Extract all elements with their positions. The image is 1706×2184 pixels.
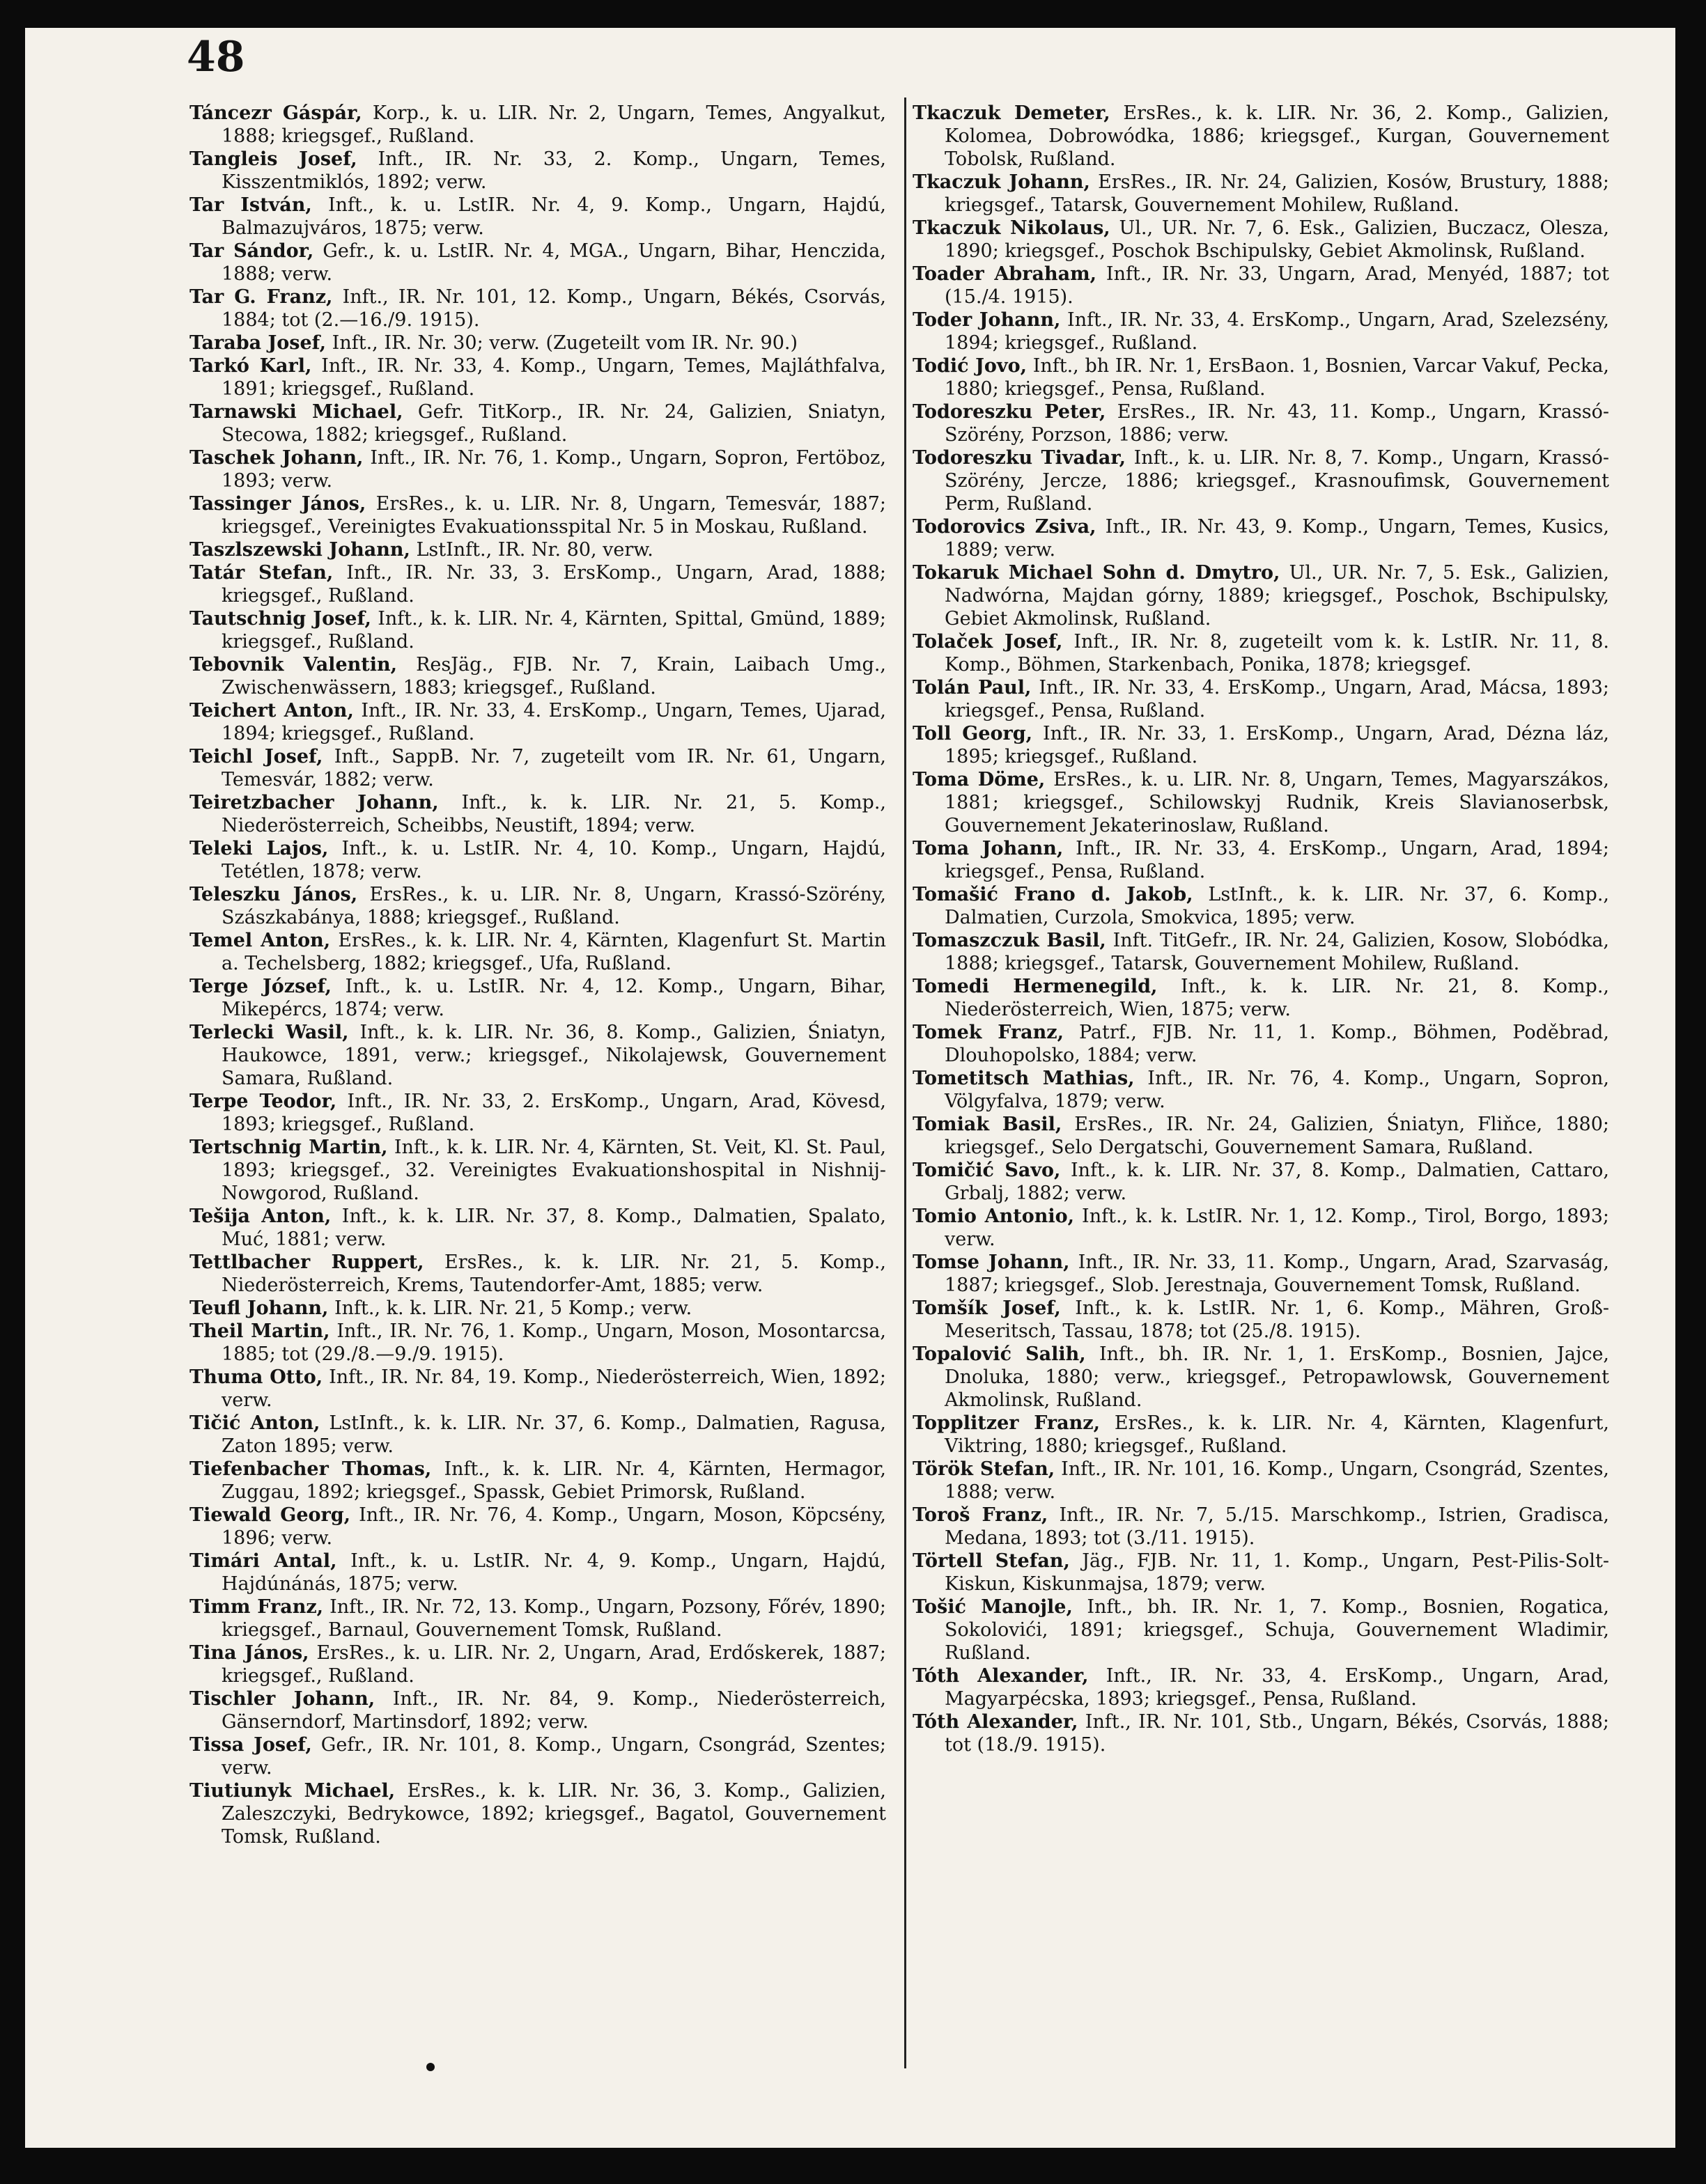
- entry-details: Inft., k. u. LstIR. Nr. 4, 10. Komp., Ungarn, Hajdú, Tetétlen, 1878; verw.: [222, 838, 886, 882]
- entry-details: ErsRes., IR. Nr. 24, Galizien, Kosów, Brustury, 1888; kriegsgef., Tatarsk, Gouvernement Mohilew, Rußland.: [945, 171, 1610, 216]
- entry-name: Tatár Stefan,: [189, 562, 334, 584]
- column-divider: [904, 98, 906, 2068]
- entry-name: Theil Martin,: [189, 1320, 330, 1342]
- list-item: [913, 837, 1609, 883]
- list-item: [913, 1343, 1609, 1412]
- entry-details: Patrf., FJB. Nr. 11, 1. Komp., Böhmen, Poděbrad, Dlouhopolsko, 1884; verw.: [945, 1022, 1610, 1066]
- list-item: [189, 1412, 886, 1458]
- entry-details: ErsRes., k. u. LIR. Nr. 2, Ungarn, Arad, Erdőskerek, 1887; kriegsgef., Rußland.: [222, 1642, 886, 1687]
- entry-details: Inft., k. k. LIR. Nr. 37, 8. Komp., Dalmatien, Cattaro, Grbalj, 1882; verw.: [945, 1160, 1609, 1204]
- list-item: [189, 883, 886, 929]
- ink-dot: [426, 2063, 435, 2071]
- entry-details: Inft., IR. Nr. 33, 2. ErsKomp., Ungarn, Arad, Kövesd, 1893; kriegsgef., Rußland.: [222, 1091, 886, 1135]
- list-item: [913, 1412, 1609, 1458]
- entry-details: ErsRes., k. u. LIR. Nr. 8, Ungarn, Temesvár, 1887; kriegsgef., Vereinigtes Evakuationsspital Nr. 5 in Moskau, Rußland.: [222, 493, 887, 538]
- entry-details: Inft., IR. Nr. 72, 13. Komp., Ungarn, Pozsony, Főrév, 1890; kriegsgef., Barnaul, Gouvernement Tomsk, Rußland.: [222, 1596, 886, 1641]
- entry-name: Tassinger János,: [189, 493, 366, 515]
- entry-name: Toll Georg,: [913, 723, 1033, 744]
- entry-details: ErsRes., k. k. LIR. Nr. 21, 5. Komp., Niederösterreich, Krems, Tautendorfer-Amt, 1885; verw.: [222, 1251, 886, 1296]
- entry-name: Tiewald Georg,: [189, 1504, 351, 1526]
- list-item: [189, 400, 886, 446]
- list-item: [189, 1136, 886, 1205]
- entry-details: Inft., IR. Nr. 33, 4. ErsKomp., Ungarn, Arad, Mácsa, 1893; kriegsgef., Pensa, Rußland.: [945, 677, 1609, 722]
- entry-name: Teufl Johann,: [189, 1297, 329, 1319]
- entry-name: Teleki Lajos,: [189, 838, 329, 859]
- entry-details: LstInft., IR. Nr. 80, verw.: [410, 539, 653, 561]
- entry-details: Inft., IR. Nr. 33, 11. Komp., Ungarn, Arad, Szarvaság, 1887; kriegsgef., Slob. Jerestnaja, Gouvernement Tomsk, Rußland.: [945, 1251, 1609, 1296]
- entry-details: Inft., IR. Nr. 33, 2. Komp., Ungarn, Temes, Kisszentmiklós, 1892; verw.: [222, 148, 886, 193]
- list-item: [913, 515, 1609, 561]
- entry-name: Todoreszku Tivadar,: [913, 447, 1126, 469]
- list-item: [913, 1550, 1609, 1596]
- entry-details: Gefr., IR. Nr. 101, 8. Komp., Ungarn, Csongrád, Szentes; verw.: [222, 1734, 886, 1779]
- entry-details: Inft., k. k. LIR. Nr. 37, 8. Komp., Dalmatien, Spalato, Muć, 1881; verw.: [222, 1206, 886, 1250]
- scan-border-bottom: [0, 2148, 1706, 2184]
- list-item: [189, 240, 886, 286]
- entry-name: Tošić Manojle,: [913, 1596, 1073, 1618]
- entry-details: Inft., k. k. LIR. Nr. 21, 5 Komp.; verw.: [328, 1297, 692, 1319]
- entry-details: Inft., IR. Nr. 84, 19. Komp., Niederösterreich, Wien, 1892; verw.: [222, 1366, 887, 1411]
- list-item: [913, 1021, 1609, 1067]
- entry-name: Tkaczuk Nikolaus,: [913, 217, 1110, 239]
- entry-name: Teiretzbacher Johann,: [189, 792, 439, 813]
- entry-name: Tomšík Josef,: [913, 1297, 1061, 1319]
- list-item: [913, 1458, 1609, 1504]
- entry-details: Inft., IR. Nr. 33, 4. ErsKomp., Ungarn, Arad, Magyarpécska, 1893; kriegsgef., Pensa, Rußland.: [945, 1665, 1609, 1710]
- entry-name: Terpe Teodor,: [189, 1091, 337, 1112]
- entry-details: Inft., k. u. LstIR. Nr. 4, 9. Komp., Ungarn, Hajdú, Balmazujváros, 1875; verw.: [222, 194, 886, 239]
- entry-name: Tóth Alexander,: [913, 1711, 1078, 1733]
- list-item: [189, 1504, 886, 1550]
- entry-details: Inft., IR. Nr. 33, 4. ErsKomp., Ungarn, Temes, Ujarad, 1894; kriegsgef., Rußland.: [222, 700, 886, 744]
- entry-details: Inft., IR. Nr. 33, 3. ErsKomp., Ungarn, Arad, 1888; kriegsgef., Rußland.: [222, 562, 886, 607]
- entry-details: Inft., IR. Nr. 76, 1. Komp., Ungarn, Sopron, Fertöboz, 1893; verw.: [222, 447, 886, 492]
- list-item: [189, 653, 886, 699]
- entry-details: Inft., IR. Nr. 84, 9. Komp., Niederösterreich, Gänserndorf, Martinsdorf, 1892; verw.: [222, 1688, 887, 1733]
- entry-name: Tkaczuk Demeter,: [913, 102, 1110, 124]
- entry-details: Inft., k. k. LIR. Nr. 21, 8. Komp., Niederösterreich, Wien, 1875; verw.: [945, 976, 1609, 1020]
- entry-details: Inft. TitGefr., IR. Nr. 24, Galizien, Kosow, Slobódka, 1888; kriegsgef., Tatarsk, Gouvernement Mohilew, Rußland.: [945, 930, 1609, 974]
- left-column: [189, 102, 886, 1848]
- list-item: [913, 1113, 1609, 1159]
- list-item: [913, 676, 1609, 722]
- entry-name: Tolaček Josef,: [913, 631, 1063, 653]
- entry-name: Tiefenbacher Thomas,: [189, 1458, 432, 1480]
- list-item: [913, 768, 1609, 837]
- right-column: [913, 102, 1609, 1756]
- list-item: [189, 607, 886, 653]
- entry-name: Topplitzer Franz,: [913, 1412, 1100, 1434]
- list-item: [913, 1664, 1609, 1710]
- list-item: [913, 1504, 1609, 1550]
- entry-details: Gefr. TitKorp., IR. Nr. 24, Galizien, Sniatyn, Stecowa, 1882; kriegsgef., Rußland.: [222, 401, 886, 446]
- entry-details: ErsRes., IR. Nr. 43, 11. Komp., Ungarn, Krassó-Szörény, Porzson, 1886; verw.: [945, 401, 1609, 446]
- list-item: [913, 217, 1609, 263]
- entry-details: ErsRes., k. k. LIR. Nr. 4, Kärnten, Klagenfurt, Viktring, 1880; kriegsgef., Rußland.: [945, 1412, 1609, 1457]
- list-item: [189, 1779, 886, 1848]
- entry-name: Timm Franz,: [189, 1596, 324, 1618]
- entry-details: Inft., k. k. LIR. Nr. 21, 5. Komp., Niederösterreich, Scheibbs, Neustift, 1894; verw.: [222, 792, 886, 836]
- entry-details: Inft., k. k. LIR. Nr. 4, Kärnten, Hermagor, Zuggau, 1892; kriegsgef., Spassk, Gebiet Primorsk, Rußland.: [222, 1458, 886, 1503]
- list-item: [189, 1550, 886, 1596]
- entry-details: Inft., bh IR. Nr. 1, ErsBaon. 1, Bosnien, Varcar Vakuf, Pecka, 1880; kriegsgef., Pensa, Rußland.: [945, 355, 1609, 400]
- entry-details: Inft., IR. Nr. 33, 4. Komp., Ungarn, Temes, Majláthfalva, 1891; kriegsgef., Rußland.: [222, 355, 887, 400]
- entry-name: Tarnawski Michael,: [189, 401, 403, 423]
- entry-details: Inft., k. u. LstIR. Nr. 4, 12. Komp., Ungarn, Bihar, Mikepércs, 1874; verw.: [222, 976, 886, 1020]
- entry-name: Tissa Josef,: [189, 1734, 312, 1756]
- entry-name: Todić Jovo,: [913, 355, 1027, 377]
- scan-border-left: [0, 0, 25, 2184]
- entry-details: LstInft., k. k. LIR. Nr. 37, 6. Komp., Dalmatien, Ragusa, Zaton 1895; verw.: [222, 1412, 886, 1457]
- list-item: [189, 492, 886, 538]
- list-item: [189, 699, 886, 745]
- list-item: [189, 1251, 886, 1297]
- entry-name: Tomašić Frano d. Jakob,: [913, 884, 1193, 905]
- list-item: [913, 354, 1609, 400]
- list-item: [189, 354, 886, 400]
- list-item: [189, 837, 886, 883]
- entry-name: Taszlszewski Johann,: [189, 539, 410, 561]
- list-item: [189, 975, 886, 1021]
- entry-details: Inft., IR. Nr. 8, zugeteilt vom k. k. LstIR. Nr. 11, 8. Komp., Böhmen, Starkenbach, Ponika, 1878; kriegsgef.: [945, 631, 1609, 676]
- entry-name: Teleszku János,: [189, 884, 358, 905]
- list-item: [189, 332, 886, 354]
- entry-name: Tóth Alexander,: [913, 1665, 1089, 1687]
- entry-name: Tomek Franz,: [913, 1022, 1064, 1043]
- list-item: [189, 446, 886, 492]
- list-item: [189, 194, 886, 240]
- list-item: [913, 561, 1609, 630]
- entry-details: Inft., IR. Nr. 76, 1. Komp., Ungarn, Moson, Mosontarcsa, 1885; tot (29./8.—9./9. 1915).: [222, 1320, 886, 1365]
- list-item: [189, 1733, 886, 1779]
- list-item: [913, 1596, 1609, 1664]
- entry-name: Temel Anton,: [189, 930, 331, 951]
- entry-name: Tešija Anton,: [189, 1206, 332, 1227]
- list-item: [189, 1320, 886, 1366]
- entry-name: Topalović Salih,: [913, 1343, 1086, 1365]
- entry-name: Tičić Anton,: [189, 1412, 320, 1434]
- list-item: [913, 446, 1609, 515]
- entry-name: Törtell Stefan,: [913, 1550, 1070, 1572]
- entry-details: Inft., SappB. Nr. 7, zugeteilt vom IR. Nr. 61, Ungarn, Temesvár, 1882; verw.: [222, 746, 886, 790]
- entry-details: ResJäg., FJB. Nr. 7, Krain, Laibach Umg., Zwischenwässern, 1883; kriegsgef., Rußland.: [222, 654, 886, 699]
- entry-name: Tina János,: [189, 1642, 309, 1664]
- entry-details: Ul., UR. Nr. 7, 5. Esk., Galizien, Nadwórna, Majdan górny, 1889; kriegsgef., Poschok, Bschipulsky, Gebiet Akmolinsk, Rußland.: [945, 562, 1609, 630]
- list-item: [189, 1641, 886, 1687]
- entry-name: Török Stefan,: [913, 1458, 1055, 1480]
- entry-name: Tebovnik Valentin,: [189, 654, 398, 676]
- entry-name: Toma Johann,: [913, 838, 1064, 859]
- entry-details: ErsRes., k. u. LIR. Nr. 8, Ungarn, Krassó-Szörény, Szászkabánya, 1888; kriegsgef., Rußland.: [222, 884, 887, 928]
- list-item: [913, 630, 1609, 676]
- entry-name: Toader Abraham,: [913, 263, 1097, 285]
- entry-details: Inft., k. k. LIR. Nr. 36, 8. Komp., Galizien, Śniatyn, Haukowce, 1891, verw.; kriegsgef., Nikolajewsk, Gouvernement Samara, Rußland.: [222, 1022, 886, 1089]
- list-item: [189, 929, 886, 975]
- entry-details: Inft., k. u. LIR. Nr. 8, 7. Komp., Ungarn, Krassó-Szörény, Jercze, 1886; kriegsgef., Krasnoufimsk, Gouvernement Perm, Rußland.: [945, 447, 1609, 515]
- entry-details: Inft., IR. Nr. 101, 16. Komp., Ungarn, Csongrád, Szentes, 1888; verw.: [945, 1458, 1610, 1503]
- entry-name: Tar Sándor,: [189, 240, 314, 262]
- entry-details: Inft., IR. Nr. 33, Ungarn, Arad, Menyéd, 1887; tot (15./4. 1915).: [945, 263, 1609, 308]
- list-item: [189, 1366, 886, 1412]
- entry-details: Inft., IR. Nr. 33, 4. ErsKomp., Ungarn, Arad, Szelezsény, 1894; kriegsgef., Rußland.: [945, 309, 1609, 354]
- entry-details: Inft., IR. Nr. 7, 5./15. Marschkomp., Istrien, Gradisca, Medana, 1893; tot (3./11. 1915).: [945, 1504, 1609, 1549]
- scan-border-top: [0, 0, 1706, 28]
- entry-details: Inft., IR. Nr. 33, 1. ErsKomp., Ungarn, Arad, Dézna láz, 1895; kriegsgef., Rußland.: [945, 723, 1609, 767]
- entry-details: Inft., IR. Nr. 101, 12. Komp., Ungarn, Békés, Csorvás, 1884; tot (2.—16./9. 1915).: [222, 286, 886, 331]
- entry-name: Tomičić Savo,: [913, 1160, 1061, 1181]
- entry-details: ErsRes., k. u. LIR. Nr. 8, Ungarn, Temes, Magyarszákos, 1881; kriegsgef., Schilowskyj Rudnik, Kreis Slavianoserbsk, Gouvernement Jekaterinoslaw, Rußland.: [945, 769, 1609, 836]
- list-item: [189, 538, 886, 561]
- entry-name: Tar G. Franz,: [189, 286, 333, 308]
- list-item: [913, 1159, 1609, 1205]
- entry-name: Tertschnig Martin,: [189, 1137, 388, 1158]
- entry-name: Tiutiunyk Michael,: [189, 1780, 396, 1802]
- list-item: [913, 975, 1609, 1021]
- list-item: [913, 400, 1609, 446]
- list-item: [913, 722, 1609, 768]
- entry-name: Timári Antal,: [189, 1550, 337, 1572]
- list-item: [913, 883, 1609, 929]
- entry-details: ErsRes., k. k. LIR. Nr. 36, 3. Komp., Galizien, Zaleszczyki, Bedrykowce, 1892; kriegsgef., Bagatol, Gouvernement Tomsk, Rußland.: [222, 1780, 886, 1848]
- entry-details: Inft., k. k. LIR. Nr. 4, Kärnten, Spittal, Gmünd, 1889; kriegsgef., Rußland.: [222, 608, 886, 653]
- entry-details: Inft., bh. IR. Nr. 1, 1. ErsKomp., Bosnien, Jajce, Dnoluka, 1880; verw., kriegsgef., Petropawlowsk, Gouvernement Akmolinsk, Rußland.: [945, 1343, 1610, 1411]
- entry-details: Inft., IR. Nr. 43, 9. Komp., Ungarn, Temes, Kusics, 1889; verw.: [945, 516, 1609, 561]
- entry-name: Tomedi Hermenegild,: [913, 976, 1158, 997]
- entry-name: Taraba Josef,: [189, 332, 327, 354]
- entry-details: Jäg., FJB. Nr. 11, 1. Komp., Ungarn, Pest-Pilis-Solt-Kiskun, Kiskunmajsa, 1879; verw.: [945, 1550, 1609, 1595]
- list-item: [189, 148, 886, 194]
- entry-details: Inft., IR. Nr. 101, Stb., Ungarn, Békés, Csorvás, 1888; tot (18./9. 1915).: [945, 1711, 1609, 1756]
- entry-details: Inft., k. k. LstIR. Nr. 1, 6. Komp., Mähren, Groß-Meseritsch, Tassau, 1878; tot (25./8. 1915).: [945, 1297, 1609, 1342]
- entry-name: Toroš Franz,: [913, 1504, 1048, 1526]
- entry-details: Inft., IR. Nr. 76, 4. Komp., Ungarn, Sopron, Völgyfalva, 1879; verw.: [945, 1068, 1609, 1112]
- list-item: [913, 929, 1609, 975]
- list-item: [189, 1205, 886, 1251]
- entry-details: Inft., k. k. LstIR. Nr. 1, 12. Komp., Tirol, Borgo, 1893; verw.: [945, 1206, 1609, 1250]
- entry-details: ErsRes., IR. Nr. 24, Galizien, Śniatyn, Fliňce, 1880; kriegsgef., Selo Dergatschi, Gouvernement Samara, Rußland.: [945, 1114, 1609, 1158]
- entry-name: Todoreszku Peter,: [913, 401, 1106, 423]
- entry-details: Ul., UR. Nr. 7, 6. Esk., Galizien, Buczacz, Olesza, 1890; kriegsgef., Poschok Bschipulsky, Gebiet Akmolinsk, Rußland.: [945, 217, 1609, 262]
- list-item: [189, 1021, 886, 1090]
- entry-name: Taschek Johann,: [189, 447, 364, 469]
- entry-name: Tomse Johann,: [913, 1251, 1070, 1273]
- list-item: [189, 1297, 886, 1320]
- entry-name: Tar István,: [189, 194, 312, 216]
- entry-name: Tettlbacher Ruppert,: [189, 1251, 424, 1273]
- entry-details: Inft., IR. Nr. 30; verw. (Zugeteilt vom IR. Nr. 90.): [326, 332, 798, 354]
- list-item: [913, 171, 1609, 217]
- list-item: [913, 102, 1609, 171]
- scan-border-right: [1675, 0, 1706, 2184]
- entry-name: Terge József,: [189, 976, 332, 997]
- entry-name: Tischler Johann,: [189, 1688, 375, 1710]
- entry-name: Tarkó Karl,: [189, 355, 312, 377]
- list-item: [189, 791, 886, 837]
- entry-name: Tomio Antonio,: [913, 1206, 1075, 1227]
- list-item: [189, 745, 886, 791]
- list-item: [913, 263, 1609, 309]
- entry-details: Korp., k. u. LIR. Nr. 2, Ungarn, Temes, Angyalkut, 1888; kriegsgef., Rußland.: [222, 102, 886, 147]
- entry-name: Tomaszczuk Basil,: [913, 930, 1106, 951]
- entry-name: Tangleis Josef,: [189, 148, 357, 170]
- entry-details: Inft., k. k. LIR. Nr. 4, Kärnten, St. Veit, Kl. St. Paul, 1893; kriegsgef., 32. Vereinigtes Evakuationshospital in Nishnij-Nowgorod, Rußland.: [222, 1137, 886, 1204]
- entry-details: Gefr., k. u. LstIR. Nr. 4, MGA., Ungarn, Bihar, Henczida, 1888; verw.: [222, 240, 886, 285]
- entry-name: Tautschnig Josef,: [189, 608, 371, 630]
- entry-details: Inft., bh. IR. Nr. 1, 7. Komp., Bosnien, Rogatica, Sokolovići, 1891; kriegsgef., Schuja, Gouvernement Wladimir, Rußland.: [945, 1596, 1609, 1664]
- entry-name: Táncezr Gáspár,: [189, 102, 362, 124]
- entry-name: Teichl Josef,: [189, 746, 323, 767]
- list-item: [189, 286, 886, 332]
- list-item: [189, 102, 886, 148]
- entry-name: Toder Johann,: [913, 309, 1061, 331]
- page-number: 48: [187, 33, 245, 81]
- list-item: [189, 1596, 886, 1641]
- list-item: [913, 1251, 1609, 1297]
- entry-name: Toma Döme,: [913, 769, 1046, 790]
- list-item: [913, 309, 1609, 354]
- entry-name: Tokaruk Michael Sohn d. Dmytro,: [913, 562, 1280, 584]
- entry-details: Inft., k. u. LstIR. Nr. 4, 9. Komp., Ungarn, Hajdú, Hajdúnánás, 1875; verw.: [222, 1550, 886, 1595]
- entry-name: Tomiak Basil,: [913, 1114, 1062, 1135]
- list-item: [189, 1458, 886, 1504]
- list-item: [913, 1297, 1609, 1343]
- entry-name: Thuma Otto,: [189, 1366, 323, 1388]
- entry-details: Inft., IR. Nr. 33, 4. ErsKomp., Ungarn, Arad, 1894; kriegsgef., Pensa, Rußland.: [945, 838, 1609, 882]
- entry-name: Tolán Paul,: [913, 677, 1032, 699]
- entry-name: Terlecki Wasil,: [189, 1022, 349, 1043]
- entry-details: Inft., IR. Nr. 76, 4. Komp., Ungarn, Moson, Köpcsény, 1896; verw.: [222, 1504, 886, 1549]
- entry-details: LstInft., k. k. LIR. Nr. 37, 6. Komp., Dalmatien, Curzola, Smokvica, 1895; verw.: [945, 884, 1609, 928]
- list-item: [913, 1067, 1609, 1113]
- entry-name: Todorovics Zsiva,: [913, 516, 1096, 538]
- list-item: [913, 1205, 1609, 1251]
- list-item: [913, 1710, 1609, 1756]
- list-item: [189, 1090, 886, 1136]
- entry-details: ErsRes., k. k. LIR. Nr. 4, Kärnten, Klagenfurt St. Martin a. Techelsberg, 1882; kriegsgef., Ufa, Rußland.: [222, 930, 886, 974]
- entry-name: Teichert Anton,: [189, 700, 354, 722]
- list-item: [189, 561, 886, 607]
- entry-details: ErsRes., k. k. LIR. Nr. 36, 2. Komp., Galizien, Kolomea, Dobrowódka, 1886; kriegsgef., Kurgan, Gouvernement Tobolsk, Rußland.: [945, 102, 1609, 170]
- entry-name: Tkaczuk Johann,: [913, 171, 1090, 193]
- entry-name: Tometitsch Mathias,: [913, 1068, 1135, 1089]
- list-item: [189, 1687, 886, 1733]
